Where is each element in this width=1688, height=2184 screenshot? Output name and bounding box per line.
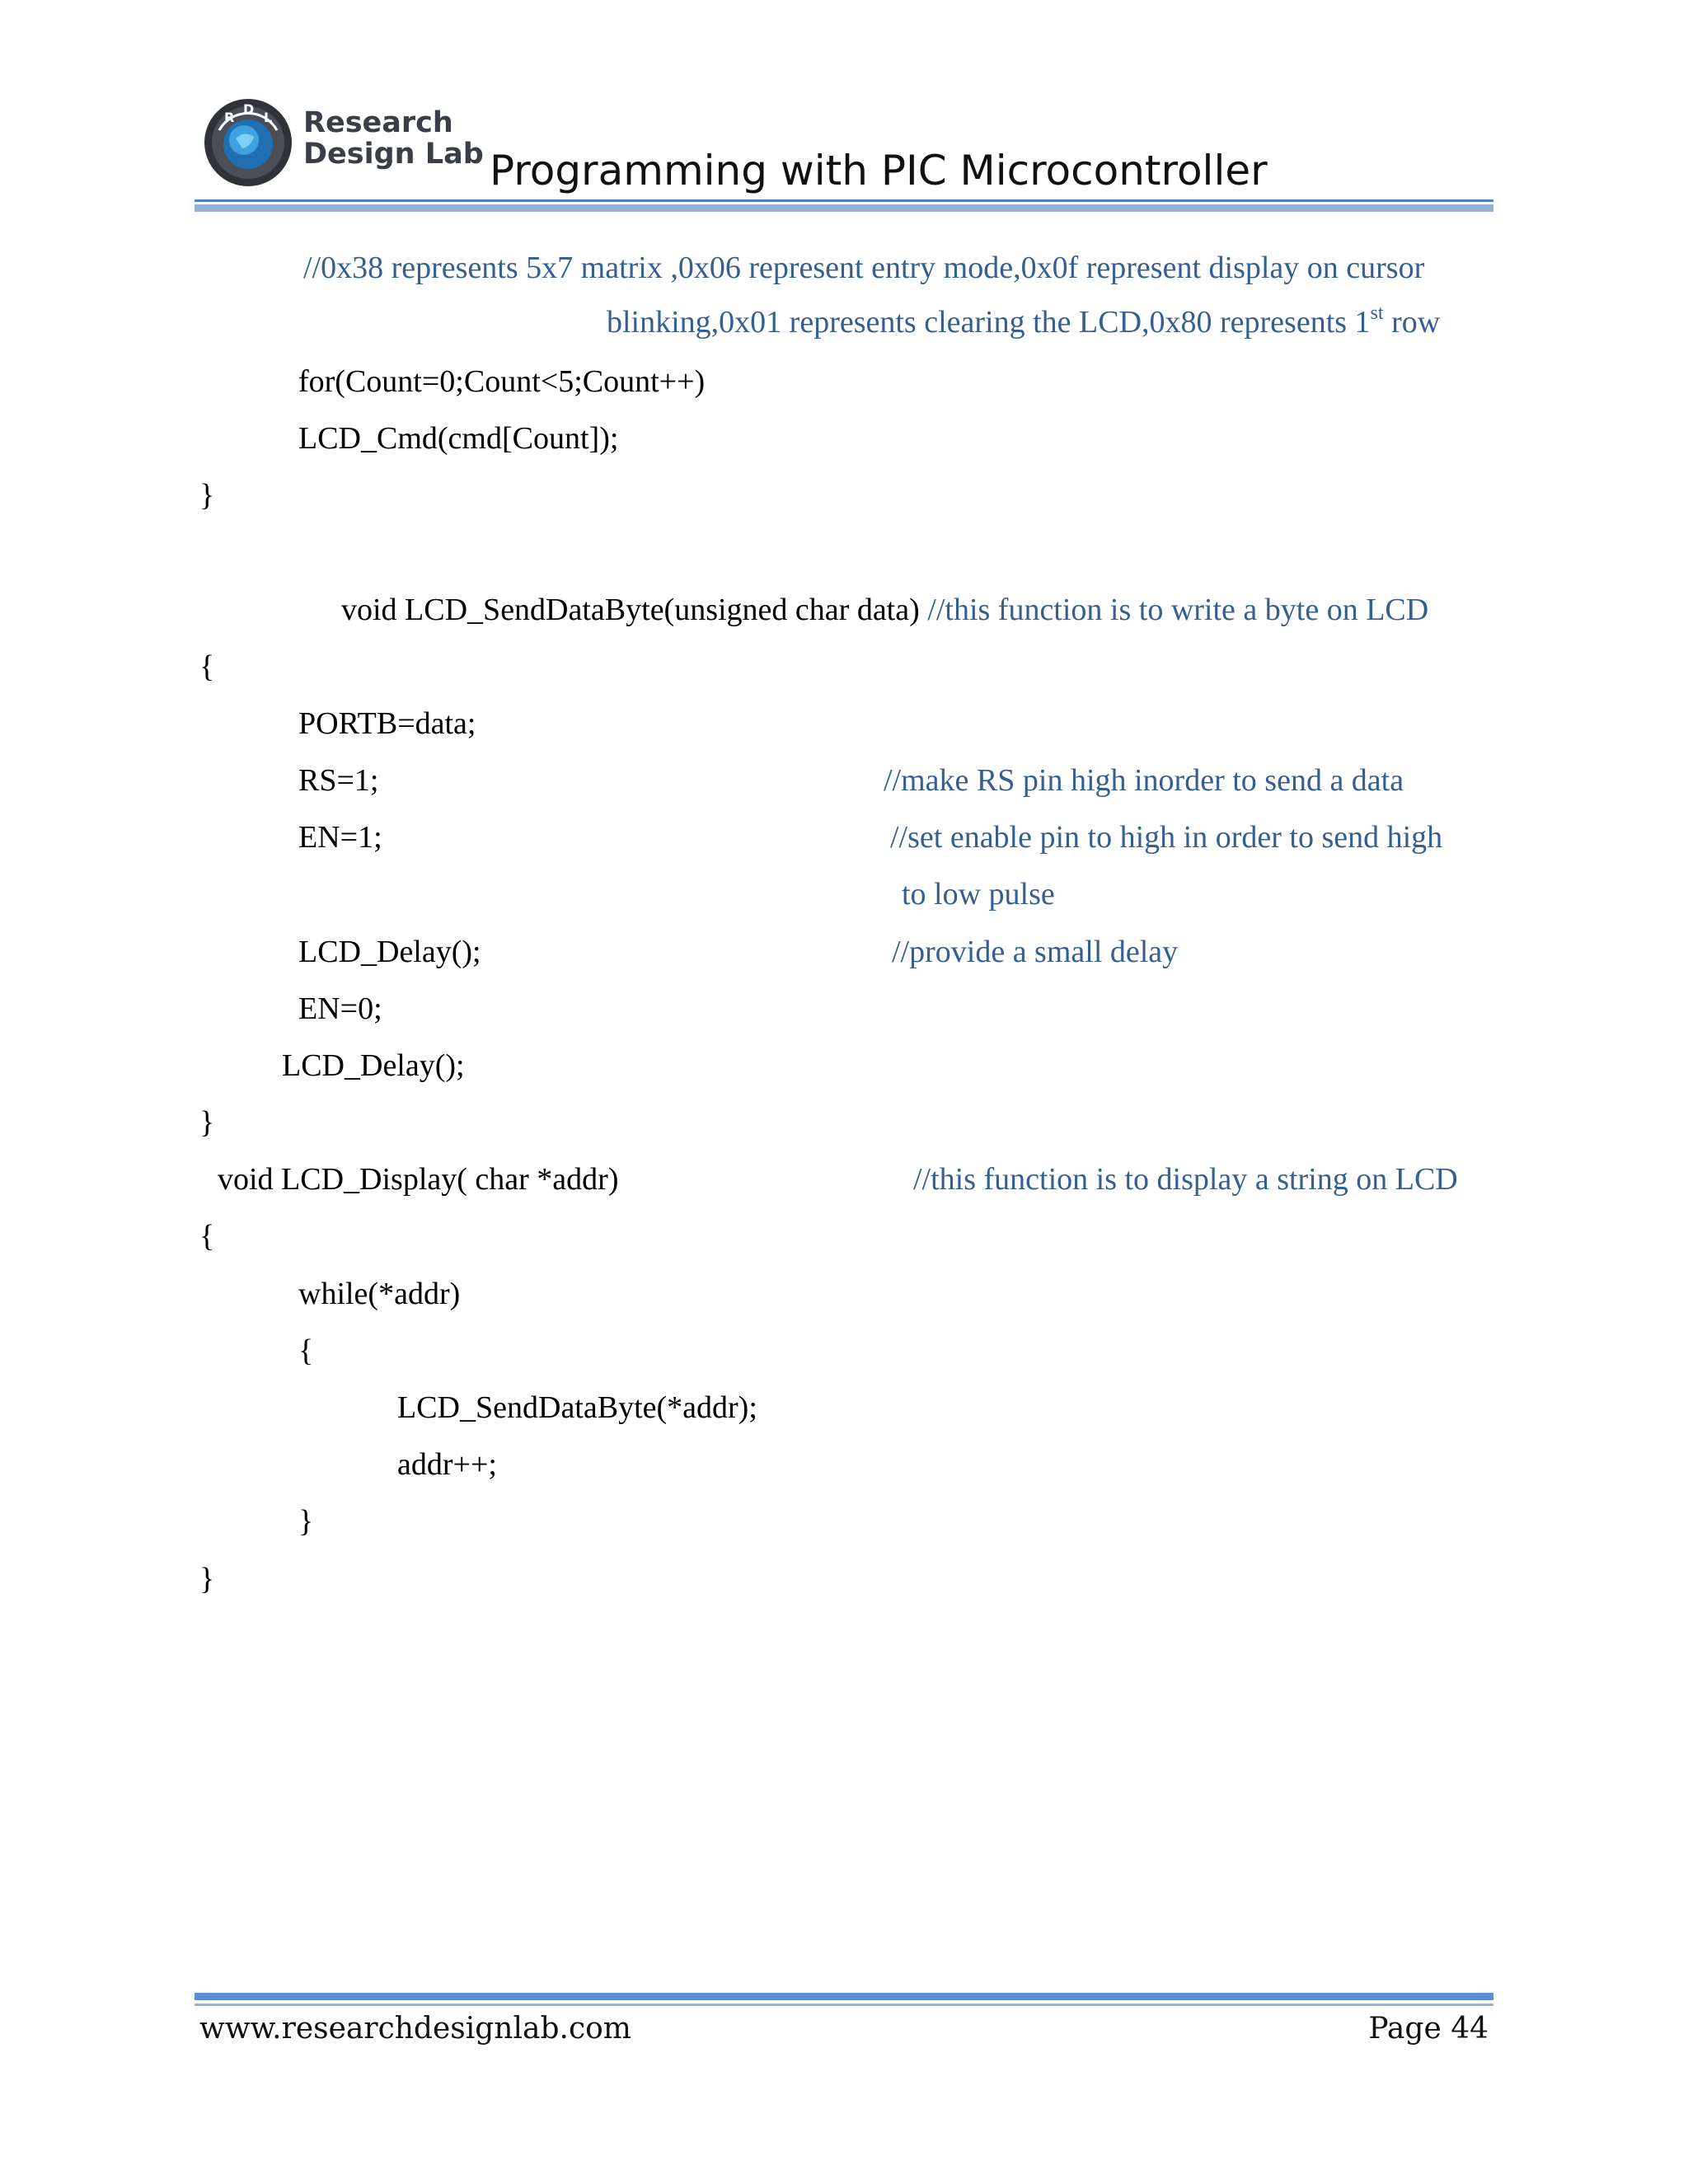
comment-en-line2: to low pulse xyxy=(902,877,1055,912)
comment-init-line2-tail: row xyxy=(1383,305,1441,340)
comment-delay: //provide a small delay xyxy=(892,935,1179,969)
header-divider-thick xyxy=(195,204,1493,212)
code-lcd-cmd-call: LCD_Cmd(cmd[Count]); xyxy=(298,421,619,456)
comment-en-line1: //set enable pin to high in order to send high xyxy=(890,820,1443,855)
rdl-logo xyxy=(203,97,293,188)
logo-letter-d: D xyxy=(243,101,255,117)
header-title: Programming with PIC Microcontroller xyxy=(490,147,1268,194)
logo-wordmark-line1: Research xyxy=(303,106,453,139)
comment-init-line1: //0x38 represents 5x7 matrix ,0x06 represent entry mode,0x0f represent display on cursor xyxy=(303,251,1425,285)
code-while-loop: while(*addr) xyxy=(298,1277,461,1311)
code-en-assign-high: EN=1; xyxy=(298,820,382,855)
code-senddata-signature-line xyxy=(341,589,1428,630)
code-open-brace: { xyxy=(298,1333,314,1368)
code-display-signature: void LCD_Display( char *addr) xyxy=(218,1162,619,1197)
code-open-brace: { xyxy=(199,649,215,684)
code-for-loop: for(Count=0;Count<5;Count++) xyxy=(298,364,706,399)
footer-divider-thick xyxy=(195,1993,1493,2000)
comment-init-line2 xyxy=(607,302,1440,343)
comment-senddata: //this function is to write a byte on LCD xyxy=(927,593,1429,627)
logo-wordmark xyxy=(303,107,484,170)
footer-divider-thin xyxy=(195,2004,1493,2006)
comment-display: //this function is to display a string on LCD xyxy=(913,1162,1458,1197)
code-close-brace: } xyxy=(298,1504,314,1539)
logo-letter-l: L xyxy=(264,110,273,125)
code-delay-call-2: LCD_Delay(); xyxy=(282,1048,465,1083)
logo-wordmark-line2: Design Lab xyxy=(303,138,484,171)
code-open-brace: { xyxy=(199,1219,215,1254)
logo-letter-r: R xyxy=(224,110,235,125)
comment-rs: //make RS pin high inorder to send a data xyxy=(884,763,1404,798)
code-rs-assign: RS=1; xyxy=(298,763,379,798)
code-en-assign-low: EN=0; xyxy=(298,991,382,1026)
code-senddata-call: LCD_SendDataByte(*addr); xyxy=(397,1390,757,1425)
code-close-brace: } xyxy=(199,1105,215,1140)
code-addr-increment: addr++; xyxy=(397,1447,497,1482)
comment-init-line2-text: blinking,0x01 represents clearing the LCD,0x80 represents 1 xyxy=(607,305,1371,340)
comment-init-line2-superscript: st xyxy=(1370,302,1384,324)
code-close-brace: } xyxy=(199,478,215,513)
code-portb-assign: PORTB=data; xyxy=(298,706,476,741)
code-senddata-signature: void LCD_SendDataByte(unsigned char data) xyxy=(341,593,928,627)
code-close-brace: } xyxy=(199,1562,215,1596)
code-delay-call: LCD_Delay(); xyxy=(298,935,481,969)
footer-website-link[interactable]: www.researchdesignlab.com xyxy=(199,2012,631,2046)
footer-page-number: Page 44 xyxy=(1368,2012,1489,2046)
header-divider-thin xyxy=(195,199,1493,202)
